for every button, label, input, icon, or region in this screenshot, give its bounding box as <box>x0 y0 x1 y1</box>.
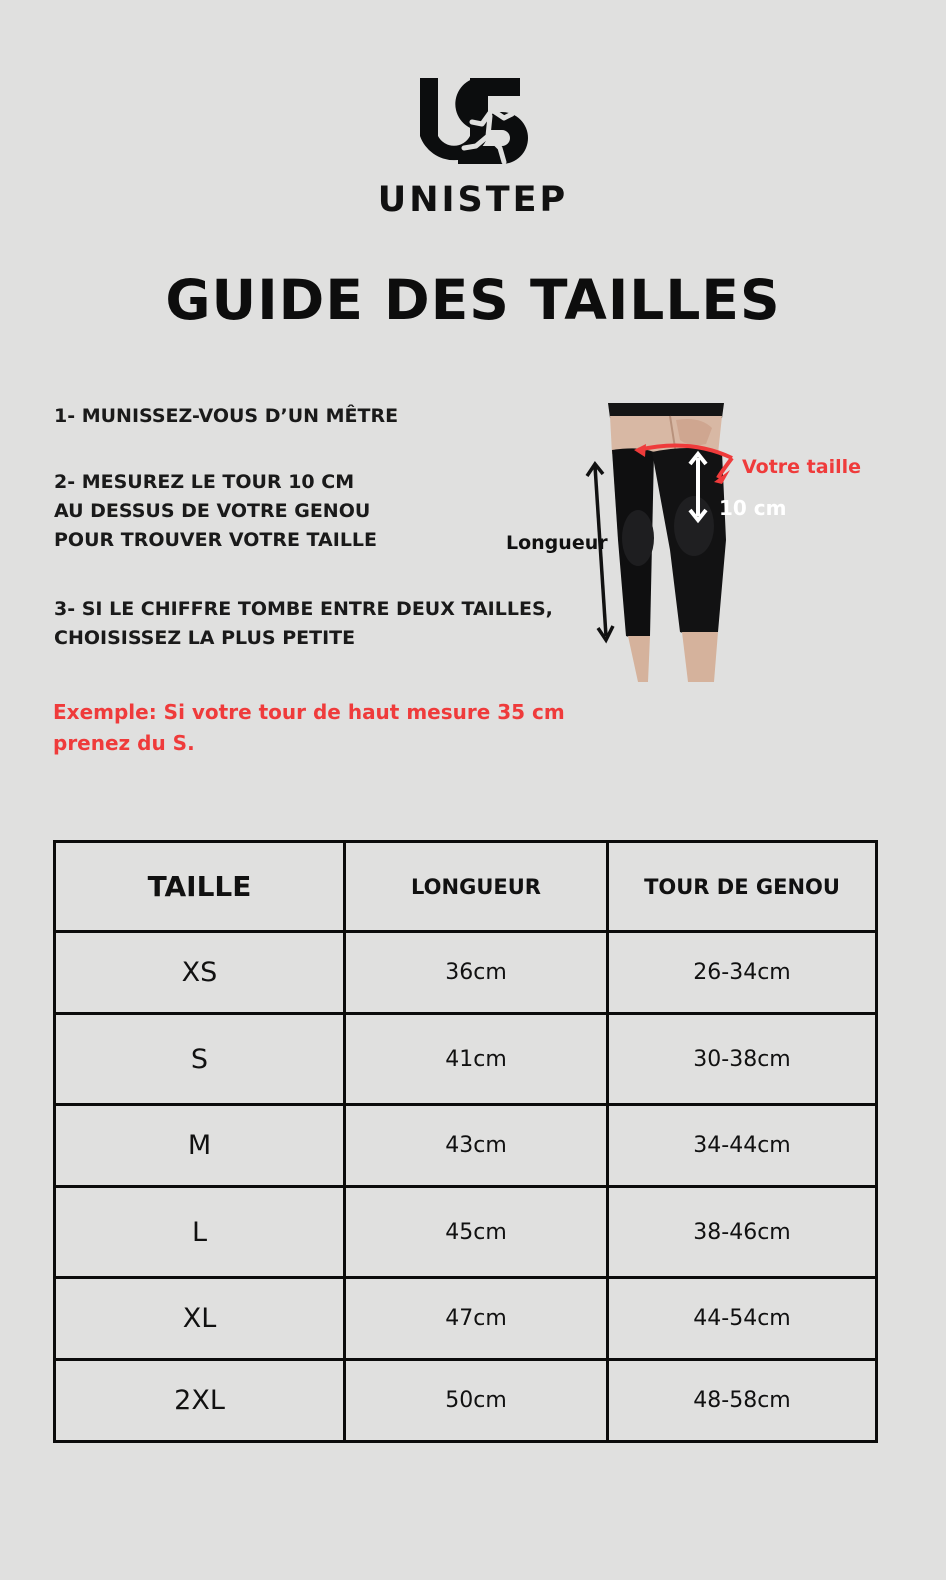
example-line: Exemple: Si votre tour de haut mesure 35 cm <box>53 700 565 724</box>
brand-name: UNISTEP <box>377 180 569 220</box>
table-row <box>55 932 877 1014</box>
example-note <box>53 697 565 759</box>
distance-label: 10 cm <box>719 496 787 520</box>
cell-knee: 48-58cm <box>608 1360 877 1442</box>
table-row <box>55 1014 877 1105</box>
cell-knee: 26-34cm <box>608 932 877 1014</box>
cell-length: 47cm <box>345 1278 608 1360</box>
table-row <box>55 1187 877 1278</box>
step-1: 1- MUNISSEZ-VOUS D’UN MÊTRE <box>54 405 399 427</box>
cell-size: S <box>55 1014 345 1105</box>
step-3-line: 3- SI LE CHIFFRE TOMBE ENTRE DEUX TAILLES, <box>54 598 553 620</box>
cell-length: 50cm <box>345 1360 608 1442</box>
table-row <box>55 1278 877 1360</box>
step-2-line: 2- MESUREZ LE TOUR 10 CM <box>54 471 355 493</box>
length-label: Longueur <box>506 532 608 554</box>
step-2-line: POUR TROUVER VOTRE TAILLE <box>54 529 378 551</box>
cell-size: 2XL <box>55 1360 345 1442</box>
cell-knee: 38-46cm <box>608 1187 877 1278</box>
cell-knee: 44-54cm <box>608 1278 877 1360</box>
page-title: GUIDE DES TAILLES <box>165 268 781 332</box>
table-row <box>55 1360 877 1442</box>
table-row <box>55 1105 877 1187</box>
cell-size: XS <box>55 932 345 1014</box>
size-label: Votre taille <box>742 456 862 478</box>
measurement-diagram <box>500 400 880 690</box>
cell-size: M <box>55 1105 345 1187</box>
cell-knee: 30-38cm <box>608 1014 877 1105</box>
cell-length: 36cm <box>345 932 608 1014</box>
header-longueur: LONGUEUR <box>345 842 608 932</box>
cell-length: 43cm <box>345 1105 608 1187</box>
step-2 <box>54 468 377 555</box>
example-line: prenez du S. <box>53 731 195 755</box>
header-tour-genou: TOUR DE GENOU <box>608 842 877 932</box>
cell-size: XL <box>55 1278 345 1360</box>
cell-knee: 34-44cm <box>608 1105 877 1187</box>
step-2-line: AU DESSUS DE VOTRE GENOU <box>54 500 371 522</box>
step-3 <box>54 595 553 653</box>
cell-size: L <box>55 1187 345 1278</box>
cell-length: 45cm <box>345 1187 608 1278</box>
header-taille: TAILLE <box>55 842 345 932</box>
size-table <box>53 840 878 1443</box>
cell-length: 41cm <box>345 1014 608 1105</box>
step-3-line: CHOISISSEZ LA PLUS PETITE <box>54 627 356 649</box>
table-header-row <box>55 842 877 932</box>
runner-logo-icon <box>418 74 528 174</box>
brand-logo <box>0 74 946 220</box>
